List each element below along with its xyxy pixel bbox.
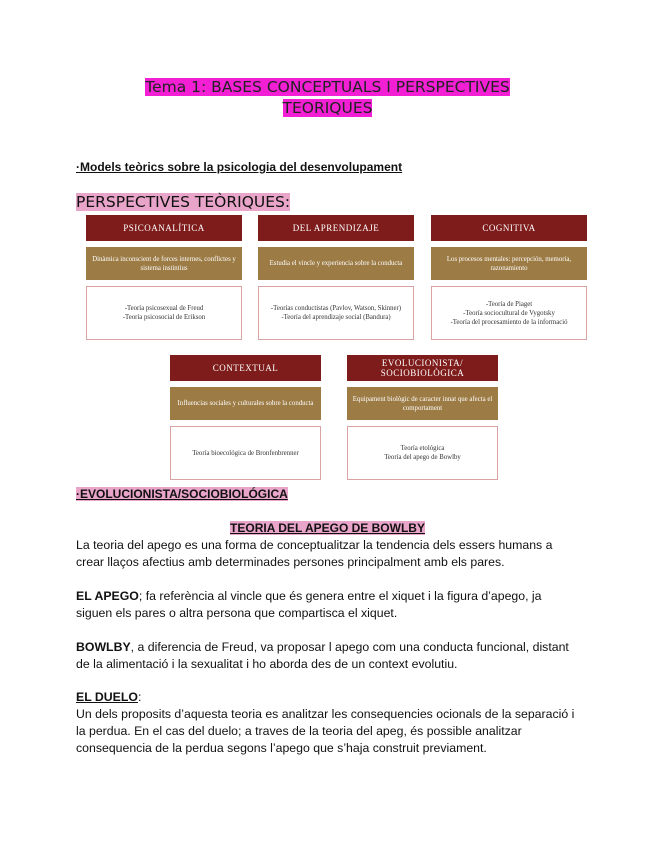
- apego-term: EL APEGO: [76, 589, 139, 603]
- intro-paragraph: La teoria del apego es una forma de conceptualitzar la tendencia dels essers humans a crear llaços afectius amb determinades persones principalment amb els pares.: [76, 538, 553, 569]
- card-evolucionista: [347, 355, 498, 480]
- card-theory: Teoría etológica: [400, 445, 445, 452]
- perspectives-heading: PERSPECTIVES TEÒRIQUES:: [76, 193, 291, 211]
- card-theories: [431, 286, 587, 340]
- card-theory: Teoría del apego de Bowlby: [384, 454, 461, 461]
- card-description: Dinàmica inconscient de forces internes, conflictes y sistema instintius: [86, 247, 242, 280]
- card-theory: -Teoría sociocultural de Vygotsky: [463, 309, 555, 317]
- card-title: EVOLUCIONISTA/ SOCIOBIOLÒGICA: [347, 355, 498, 381]
- card-theory: -Teorías conductistas (Pavlov, Watson, Skinner): [270, 305, 402, 312]
- card-theory: -Teoría de Piaget: [485, 300, 533, 308]
- duelo-paragraph: EL DUELO: Un dels proposits d’aquesta teoria es analitzar les consequencies ocionals de la separació i la perdua. En el cas del duelo; a traves de la teoria del apeg, és possible analitzar consequencia de la perdua segons l’apego que s’haja construit previament.: [76, 690, 575, 755]
- card-theories: [258, 286, 414, 340]
- apego-paragraph: EL APEGO; fa referència al vincle que és genera entre el xiquet i la figura d’apego, ja siguen els pares o altra persona que compartisca el xiquet.: [76, 589, 542, 620]
- card-description: Equipament biològic de caracter innat que afecta el comportament: [347, 387, 498, 420]
- card-theory: -Teoría psicosocial de Erikson: [122, 314, 206, 321]
- card-psicoanalitica: [86, 215, 242, 340]
- card-theory: -Teoría psicosexual de Freud: [124, 305, 204, 312]
- card-title: PSICOANALÍTICA: [86, 215, 242, 241]
- card-title: DEL APRENDIZAJE: [258, 215, 414, 241]
- card-theories: [170, 426, 321, 480]
- page-title-line1: Tema 1: BASES CONCEPTUALS I PERSPECTIVES: [145, 78, 510, 96]
- card-contextual: [170, 355, 321, 480]
- card-description: Influencias sociales y culturales sobre la conducta: [170, 387, 321, 420]
- card-theory: Teoría bioecológica de Bronfenbrenner: [192, 449, 299, 457]
- card-del-aprendizaje: [258, 215, 414, 340]
- card-title: CONTEXTUAL: [170, 355, 321, 381]
- card-theory: -Teoría del procesamiento de la informació: [450, 318, 568, 326]
- bowlby-paragraph: BOWLBY, a diferencia de Freud, va proposar l apego com una conducta funcional, distant de la alimentació i la sexualitat i ho aborda des de un context evolutiu.: [76, 640, 569, 671]
- duelo-term: EL DUELO: [76, 690, 138, 704]
- page-title: [0, 77, 655, 119]
- page-title-line2: TEORIQUES: [282, 99, 373, 117]
- card-theory: -Teoría del aprendizaje social (Bandura): [281, 314, 391, 321]
- bowlby-title: TEORIA DEL APEGO DE BOWLBY: [230, 521, 425, 535]
- section-heading: ·EVOLUCIONISTA/SOCIOBIOLÓGICA: [76, 487, 288, 501]
- card-cognitiva: [431, 215, 587, 340]
- card-description: Estudia el vincle y experiencia sobre la conducta: [258, 247, 414, 280]
- card-theories: [347, 426, 498, 480]
- card-theories: [86, 286, 242, 340]
- models-heading: ·Models teòrics sobre la psicologia del desenvolupament: [76, 160, 403, 174]
- card-title: COGNITIVA: [431, 215, 587, 241]
- card-description: Los procesos mentales: percepción, memoria, razonamiento: [431, 247, 587, 280]
- bowlby-term: BOWLBY: [76, 640, 131, 654]
